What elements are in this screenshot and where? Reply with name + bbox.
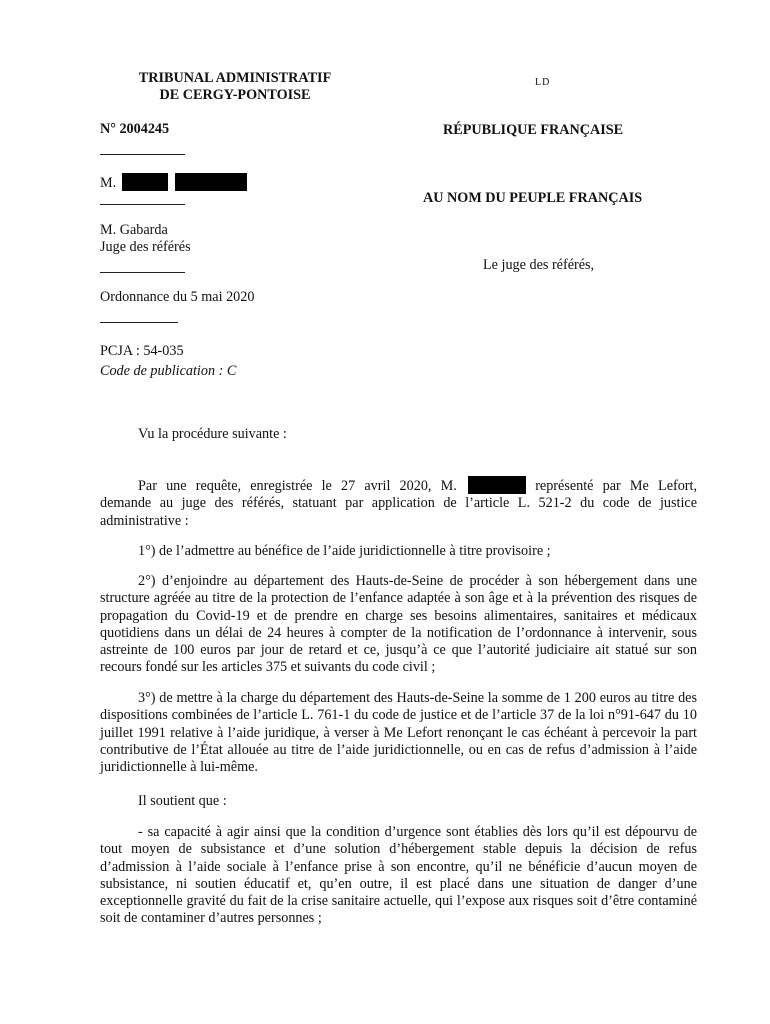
court-name: [100, 70, 370, 104]
request-text-c: demande au juge des référés, statuant par application de l’article L. 521-2 du code de justice administrative :: [100, 495, 697, 529]
redacted-party-name: [468, 476, 526, 494]
request-line-1: [100, 476, 697, 495]
procedure-intro: Vu la procédure suivante :: [138, 426, 287, 442]
separator-3: [100, 272, 185, 273]
request-item-2-text: 2°) d’enjoindre au département des Hauts-de-Seine de procéder à son hébergement dans une structure agréée au titre de la protection de l’enfance adaptée à son âge et à la prévention des risques de propagation du Covid-19 et de prendre en charge ses besoins alimentaires, sanitaires et médicaux quotidiens dans un délai de 24 heures à compter de la notification de l’ordonnance à intervenir, sous astreinte de 100 euros par jour de retard et ce, jusqu’à ce que l’autorité judiciaire ait statué sur son recours fondé sur les articles 375 et suivants du code civil ;: [100, 573, 697, 676]
request-item-2: [100, 573, 697, 677]
argument-1-text: - sa capacité à agir ainsi que la condition d’urgence sont établies dès lors qu’il est dépourvu de tout moyen de subsistance et d’une solution d’hébergement stable depuis la décision de refus d’admission à l’aide sociale à l’enfance prise à son encontre, qu’il ne bénéficie d’aucun moyen de subsistance, ni soutien éducatif et, qu’en outre, il est placé dans une situation de danger d’une exceptionnelle gravité du fait de la crise sanitaire actuelle, qui l’expose aux risques soit d’être contaminé soit de contaminer d’autres personnes ;: [100, 824, 697, 927]
request-item-3-text: 3°) de mettre à la charge du département des Hauts-de-Seine la somme de 1 200 euros au titre des dispositions combinées de l’article L. 761-1 du code de justice et de l’article 37 de la loi n°91-647 du 10 juillet 1991 relative à l’aide juridique, à verser à Me Lefort renonçant le cas échéant à percevoir la part contributive de l’État allouée au titre de l’aide juridictionnelle, ou en cas de refus d’admission à l’aide juridictionnelle à lui-même.: [100, 690, 697, 776]
redacted-last-name: [175, 173, 247, 191]
order-date: Ordonnance du 5 mai 2020: [100, 289, 255, 305]
request-item-1-text: 1°) de l’admettre au bénéfice de l’aide juridictionnelle à titre provisoire ;: [138, 543, 551, 559]
separator-4: [100, 322, 178, 323]
judge-heading: Le juge des référés,: [483, 257, 595, 273]
request-item-3: [100, 690, 697, 776]
request-paragraph: [100, 476, 697, 530]
request-text-b: représenté par Me Lefort,: [535, 478, 698, 494]
judge-name: M. Gabarda: [100, 222, 168, 238]
party-name: [100, 173, 247, 192]
pcja-code: PCJA : 54-035: [100, 343, 184, 359]
redacted-first-name: [122, 173, 168, 191]
judge-title: Juge des référés: [100, 239, 191, 255]
request-text-a: Par une requête, enregistrée le 27 avril 2020, M.: [138, 478, 457, 494]
clerk-initials: LD: [535, 77, 551, 88]
argument-1: [100, 824, 697, 928]
judge-block: [100, 222, 191, 256]
in-name-of-heading: AU NOM DU PEUPLE FRANÇAIS: [423, 190, 643, 206]
case-number: N° 2004245: [100, 121, 170, 137]
publication-code: Code de publication : C: [100, 363, 237, 379]
argues-intro: Il soutient que :: [138, 793, 227, 809]
separator-1: [100, 154, 185, 155]
separator-2: [100, 204, 185, 205]
request-item-1: [100, 543, 697, 560]
party-prefix: M.: [100, 175, 117, 191]
republic-heading: RÉPUBLIQUE FRANÇAISE: [443, 122, 624, 138]
court-line-2: DE CERGY-PONTOISE: [159, 87, 311, 103]
court-line-1: TRIBUNAL ADMINISTRATIF: [138, 70, 332, 86]
